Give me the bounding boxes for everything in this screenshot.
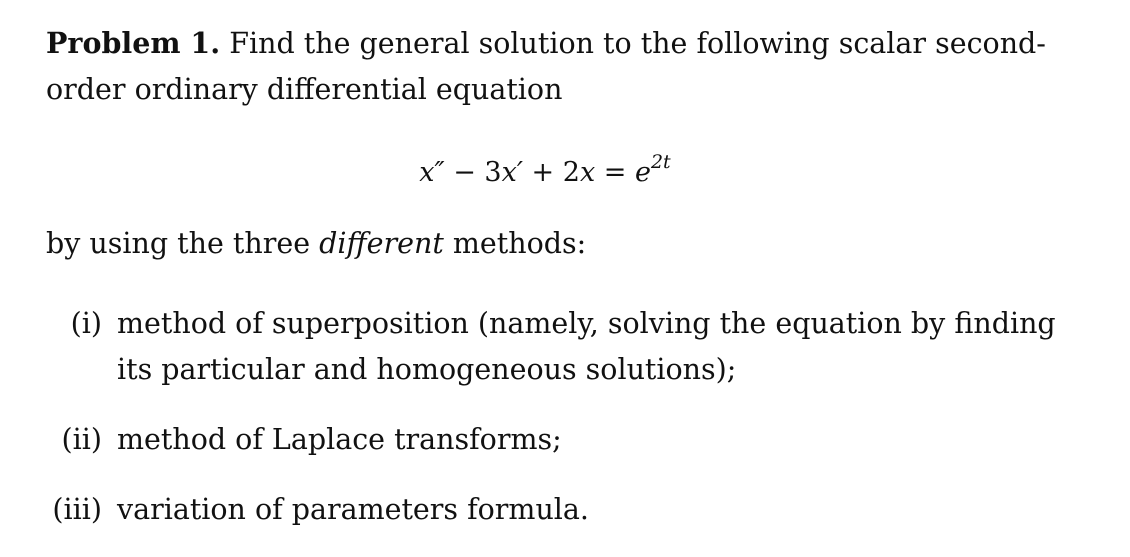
differential-equation: [46, 139, 1086, 188]
list-item-text: method of Laplace transforms;: [117, 423, 562, 456]
list-item: [46, 417, 1086, 463]
methods-intro-before: by using the three: [46, 227, 320, 260]
list-item: [46, 301, 1086, 393]
problem-heading: Problem 1.: [46, 26, 221, 60]
methods-intro-after: methods:: [443, 227, 587, 260]
list-marker: (ii): [61, 423, 102, 456]
eq-term-x: x: [579, 157, 596, 188]
list-item: [46, 487, 1086, 533]
eq-rhs-base: e: [634, 157, 651, 188]
list-marker: (iii): [52, 493, 102, 526]
methods-intro: [46, 221, 1086, 267]
eq-equals: =: [595, 157, 635, 188]
eq-term-x-prime: x′: [501, 157, 523, 188]
eq-plus: +: [522, 157, 563, 188]
list-item-text: variation of parameters formula.: [117, 493, 589, 526]
list-marker: (i): [70, 307, 102, 340]
methods-list: [46, 301, 1086, 533]
list-item-text: method of superposition (namely, solving the equation by finding its particular and homogeneous solutions);: [117, 307, 1056, 386]
methods-intro-emphasis: different: [319, 227, 444, 260]
eq-coeff-3: 3: [484, 157, 502, 188]
problem-statement: [46, 20, 1086, 113]
eq-minus: −: [444, 157, 485, 188]
eq-coeff-2: 2: [562, 157, 580, 188]
problem-text: Find the general solution to the following scalar second-order ordinary differential equation: [46, 27, 1046, 106]
eq-term-x-double-prime: x″: [419, 157, 445, 188]
eq-rhs-exponent: 2t: [650, 151, 671, 173]
problem-document: [46, 20, 1086, 557]
